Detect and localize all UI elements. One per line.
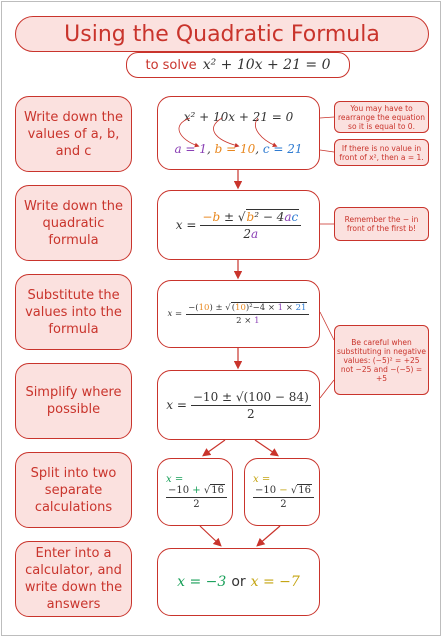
split-plus-numerator: −10 + √16 [166,485,227,498]
formula-lhs: x = [175,218,197,232]
subtitle-prefix: to solve [145,57,197,73]
step-6-label: Enter into a calculator, and write down the answers [15,541,132,617]
subtitle-equation: x² + 10x + 21 = 0 [202,57,331,73]
split-plus-lhs: x = [166,474,184,485]
note-minus: Remember the − in front of the first b! [334,207,429,241]
step-4-label: Simplify where possible [15,363,132,439]
equation-text: x² + 10x + 21 = 0 [183,110,294,124]
substituted-lhs: x = [167,309,183,319]
answer-or: or [231,574,246,590]
a-value: a = 1 [174,142,207,156]
substituted-denominator: 2 × 1 [236,315,260,326]
substituted-numerator: −(10) ± √(10)²−4 × 1 × 21 [186,303,309,315]
step-5-label: Split into two separate calculations [15,452,132,528]
note-no-value: If there is no value in front of x², then a = 1. [334,139,429,166]
step-3-label: Substitute the values into the formula [15,274,132,350]
formula-numerator: −b ± √b² − 4ac [200,210,301,226]
split-minus-denominator: 2 [280,499,287,510]
simplified-numerator: −10 ± √(100 − 84) [192,389,309,404]
simplified-denominator: 2 [246,406,255,421]
step-1-label: Write down the values of a, b, and c [15,96,132,172]
note-rearrange: You may have to rearrange the equation so it is equal to 0. [334,101,429,133]
split-minus-lhs: x = [253,474,271,485]
split-plus-denominator: 2 [193,499,200,510]
answer-x2: x = −7 [250,574,300,590]
step-2-label: Write down the quadratic formula [15,185,132,261]
formula-denominator: 2a [243,226,259,241]
answer-x1: x = −3 [177,574,227,590]
simplified-lhs: x = [166,398,187,412]
b-value: b = 10 [214,142,256,156]
abc-values: a = 1, b = 10, c = 21 [174,142,303,156]
page-title: Using the Quadratic Formula [15,16,429,52]
note-negative: Be careful when substituting in negative values: (−5)² = +25 not −25 and −(−5) = +5 [334,325,429,395]
c-value: c = 21 [262,142,303,156]
split-minus-numerator: −10 − √16 [253,485,314,498]
